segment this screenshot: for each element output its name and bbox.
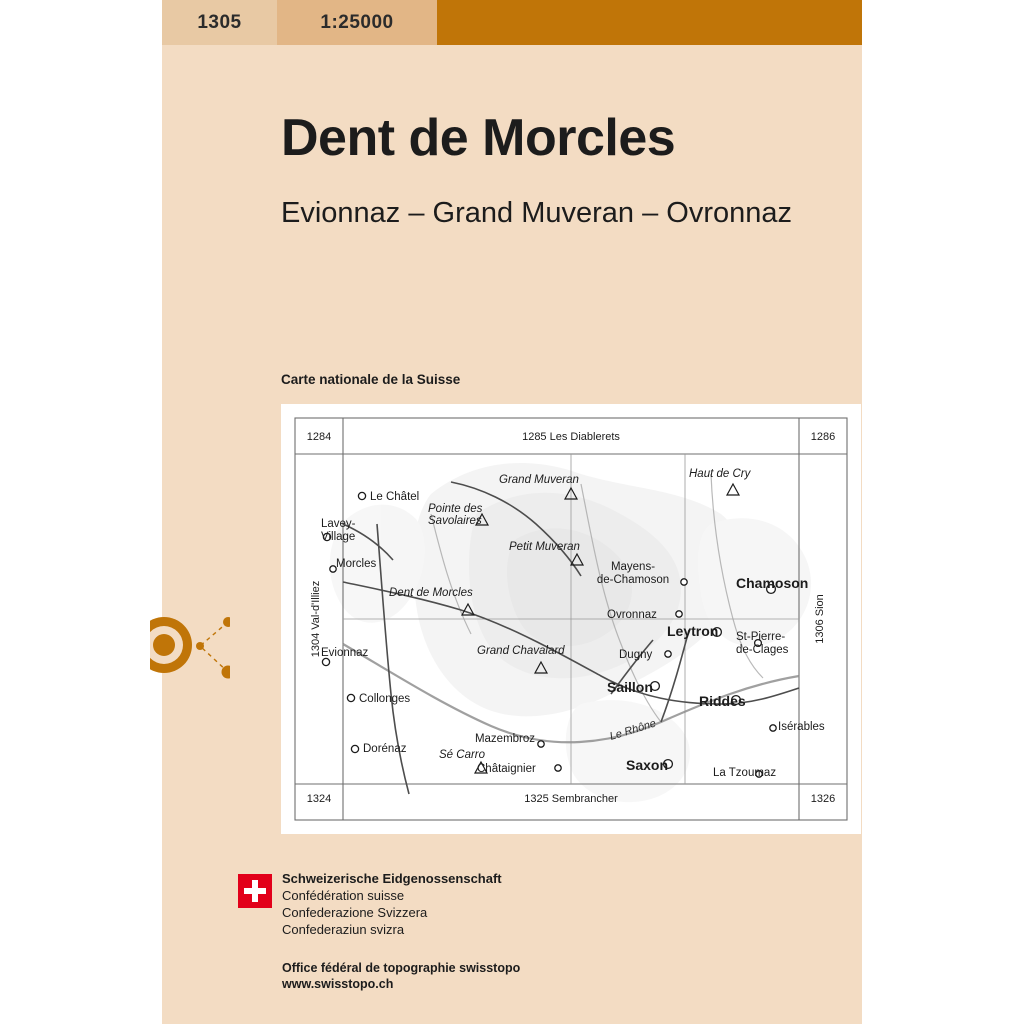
page-subtitle: Evionnaz – Grand Muveran – Ovronnaz xyxy=(281,197,792,229)
place-label-st-pierre-de-clages xyxy=(736,631,789,656)
svg-text:Pointe des: Pointe des xyxy=(428,503,483,515)
river-label: Le Rhône xyxy=(608,717,658,743)
overview-map-svg xyxy=(281,404,861,834)
summit-label-haut-de-cry: Haut de Cry xyxy=(689,468,751,480)
svg-text:Savolaires: Savolaires xyxy=(428,515,482,527)
place-label-chataignier: Châtaignier xyxy=(477,763,536,775)
summit-label-grand-muveran: Grand Muveran xyxy=(499,474,579,486)
confederation-names xyxy=(282,870,502,938)
svg-text:St-Pierre-: St-Pierre- xyxy=(736,631,786,643)
place-label-ovronnaz: Ovronnaz xyxy=(607,609,657,621)
page-title: Dent de Morcles xyxy=(281,109,676,167)
neighbour-sheet-1325: 1325 Sembrancher xyxy=(524,793,618,805)
summit-label-dent-de-morcles: Dent de Morcles xyxy=(389,587,473,599)
place-label-la-tzoumaz: La Tzoumaz xyxy=(713,767,777,779)
place-label-collonges: Collonges xyxy=(359,693,411,705)
place-label-saillon: Saillon xyxy=(607,679,653,695)
place-label-chamoson: Chamoson xyxy=(736,575,809,591)
summit-label-grand-chavalard: Grand Chavalard xyxy=(477,645,565,657)
place-label-lavey-village xyxy=(321,518,356,543)
neighbour-sheet-1285: 1285 Les Diablerets xyxy=(522,431,620,443)
place-label-leytron: Leytron xyxy=(667,623,719,639)
summit-label-petit-muveran: Petit Muveran xyxy=(509,541,580,553)
header-accent-block xyxy=(437,0,862,45)
header-bar xyxy=(162,0,862,45)
sheet-number: 1305 xyxy=(162,0,277,45)
place-label-morcles: Morcles xyxy=(336,558,377,570)
place-label-dorenaz: Dorénaz xyxy=(363,743,407,755)
svg-text:Lavey-: Lavey- xyxy=(321,518,356,530)
place-label-mazembroz: Mazembroz xyxy=(474,733,536,745)
neighbour-sheet-1286: 1286 xyxy=(810,431,836,443)
swiss-flag-icon xyxy=(238,874,272,908)
place-label-le-chatel: Le Châtel xyxy=(370,491,420,503)
summit-label-se-carro: Sé Carro xyxy=(439,749,486,761)
confederation-line-fr: Confédération suisse xyxy=(282,888,405,903)
neighbour-sheet-1326: 1326 xyxy=(810,793,836,805)
place-label-saxon: Saxon xyxy=(626,757,669,773)
confederation-line-de: Schweizerische Eidgenossenschaft xyxy=(282,871,502,886)
office-website[interactable]: www.swisstopo.ch xyxy=(282,977,394,991)
place-label-iserables: Isérables xyxy=(778,721,825,733)
neighbour-sheet-1284: 1284 xyxy=(306,431,332,443)
place-label-dugny: Dugny xyxy=(619,649,653,661)
series-label: Carte nationale de la Suisse xyxy=(281,372,461,387)
place-label-riddes: Riddes xyxy=(699,693,746,709)
overview-map[interactable] xyxy=(281,404,861,834)
svg-text:de-Clages: de-Clages xyxy=(736,644,789,656)
confederation-line-rm: Confederaziun svizra xyxy=(282,922,405,937)
map-scale: 1:25000 xyxy=(277,0,437,45)
index-marker-decoration xyxy=(150,600,230,690)
footer xyxy=(238,870,838,990)
svg-text:Mayens-: Mayens- xyxy=(610,561,656,573)
office-name: Office fédéral de topographie swisstopo xyxy=(282,961,521,975)
neighbour-sheet-1304: 1304 Val-d'Illiez xyxy=(310,580,322,658)
office-block xyxy=(282,960,520,992)
svg-text:Village: Village xyxy=(321,531,356,543)
neighbour-sheet-1306: 1306 Sion xyxy=(814,594,826,644)
place-label-evionnaz: Evionnaz xyxy=(321,647,369,659)
neighbour-sheet-1324: 1324 xyxy=(306,793,332,805)
svg-text:de-Chamoson: de-Chamoson xyxy=(596,574,670,586)
confederation-line-it: Confederazione Svizzera xyxy=(282,905,428,920)
summit-label-pointe-des-savolaires xyxy=(428,503,483,527)
